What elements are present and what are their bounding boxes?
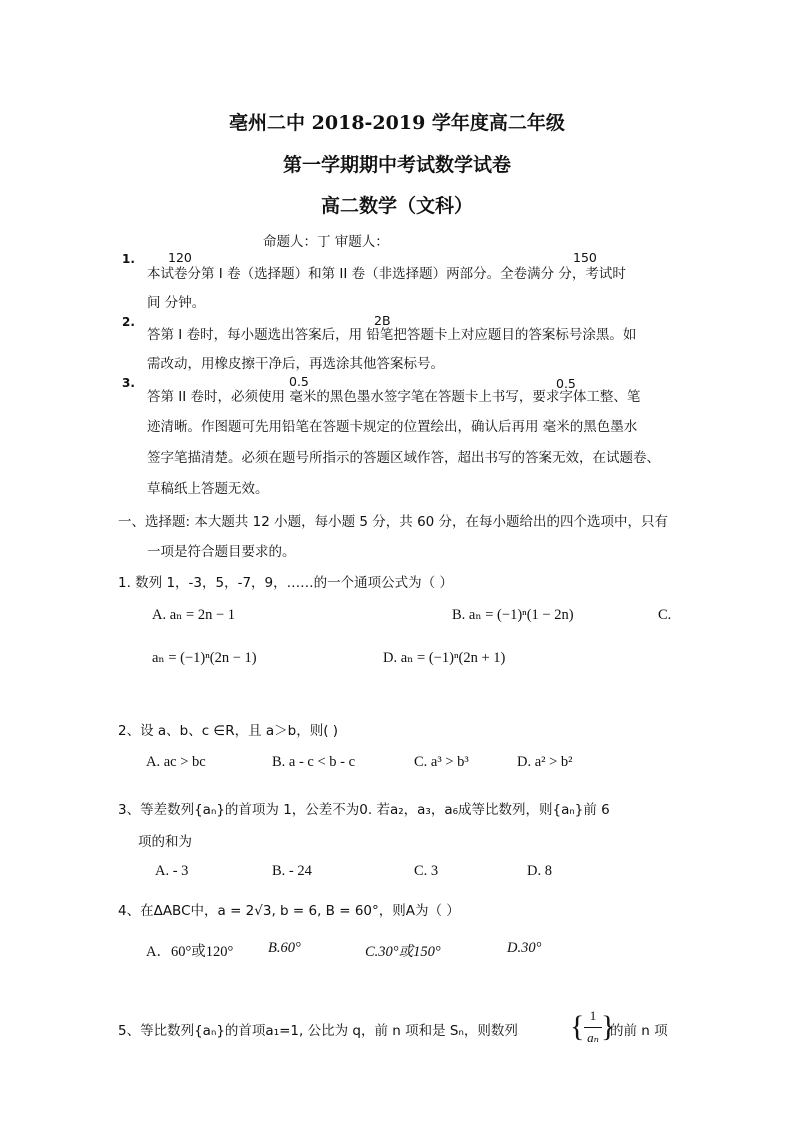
note-float-value: 0.5 (556, 376, 576, 391)
note-float-value: 150 (573, 250, 597, 265)
question-3-stem-cont: 项的和为 (138, 834, 192, 850)
note-text-line: 迹清晰。作图题可先用铅笔在答题卡规定的位置绘出，确认后再用 毫米的黑色墨水 (147, 419, 638, 435)
note-text-line: 答第 II 卷时，必须使用 毫米的黑色墨水签字笔在答题卡上书写，要求字体工整、笔 (147, 389, 641, 405)
q3-option-a: A. - 3 (155, 863, 189, 879)
note-number: 1. (122, 252, 135, 266)
question-5-stem-end: 的前 n 项 (610, 1023, 668, 1039)
q4-option-c: C.30°或150° (365, 944, 441, 960)
note-text-line: 签字笔描清楚。必须在题号所指示的答题区域作答，超出书写的答案无效，在试题卷、 (147, 450, 660, 466)
fraction-bar (584, 1027, 602, 1028)
q3-option-d: D. 8 (527, 863, 552, 879)
q2-option-b: B. a - c < b - c (272, 754, 356, 770)
note-number: 2. (122, 315, 135, 329)
question-3-stem: 3、等差数列{aₙ}的首项为 1，公差不为0. 若a₂，a₃，a₆成等比数列，则{aₙ}前 6 (118, 802, 610, 818)
note-text-line: 本试卷分第 I 卷（选择题）和第 II 卷（非选择题）两部分。全卷满分 分，考试时 (147, 266, 626, 282)
q1-option-a: A. aₙ = 2n − 1 (152, 607, 236, 623)
fraction-denominator: aₙ (587, 1030, 599, 1045)
right-brace-icon: } (601, 1010, 616, 1043)
note-text-line: 草稿纸上答题无效。 (147, 481, 269, 497)
left-brace-icon: { (570, 1010, 585, 1043)
q1-option-c-label: C. (658, 607, 672, 623)
question-1-stem: 1. 数列 1，-3，5，-7，9，……的一个通项公式为（ ） (118, 575, 453, 591)
note-text-line: 答第 I 卷时，每小题选出答案后，用 铅笔把答题卡上对应题目的答案标号涂黑。如 (147, 327, 637, 343)
q1-option-d: D. aₙ = (−1)ⁿ(2n + 1) (383, 650, 506, 666)
note-text-line: 需改动，用橡皮擦干净后，再选涂其他答案标号。 (147, 356, 444, 372)
q1-option-b: B. aₙ = (−1)ⁿ(1 − 2n) (452, 607, 574, 623)
q4-option-a: A．60°或120° (146, 944, 234, 960)
question-4-stem: 4、在ΔABC中，a = 2√3, b = 6, B = 60°，则A为（ ） (118, 903, 460, 919)
setter-line: 命题人：丁 审题人： (263, 234, 389, 250)
note-float-value: 2B (374, 313, 391, 328)
fraction-numerator: 1 (589, 1008, 597, 1023)
note-float-value: 0.5 (289, 374, 309, 389)
section-heading-cont: 一项是符合题目要求的。 (147, 544, 296, 560)
q3-option-b: B. - 24 (272, 863, 312, 879)
question-2-stem: 2、设 a、b、c ∈R，且 a＞b，则( ) (118, 723, 339, 739)
q5-fraction (570, 1006, 616, 1050)
q4-option-b: B.60° (268, 940, 301, 956)
q1-option-c-formula: aₙ = (−1)ⁿ(2n − 1) (152, 650, 257, 666)
note-number: 3. (122, 376, 135, 390)
q2-option-c: C. a³ > b³ (414, 754, 469, 770)
question-5-stem: 5、等比数列{aₙ}的首项a₁=1, 公比为 q，前 n 项和是 Sₙ，则数列 (118, 1023, 518, 1039)
exam-title-line2: 第一学期期中考试数学试卷 (282, 154, 511, 176)
q3-option-c: C. 3 (414, 863, 439, 879)
q4-option-d: D.30° (507, 940, 542, 956)
q2-option-a: A. ac > bc (146, 754, 206, 770)
note-float-value: 120 (168, 250, 192, 265)
exam-title-line3: 高二数学（文科） (320, 195, 473, 217)
section-heading: 一、选择题: 本大题共 12 小题，每小题 5 分，共 60 分，在每小题给出的四个选项中，只有 (118, 514, 669, 530)
exam-title-line1: 亳州二中 2018-2019 学年度高二年级 (229, 112, 565, 134)
note-text-line: 间 分钟。 (147, 295, 206, 311)
q2-option-d: D. a² > b² (517, 754, 573, 770)
